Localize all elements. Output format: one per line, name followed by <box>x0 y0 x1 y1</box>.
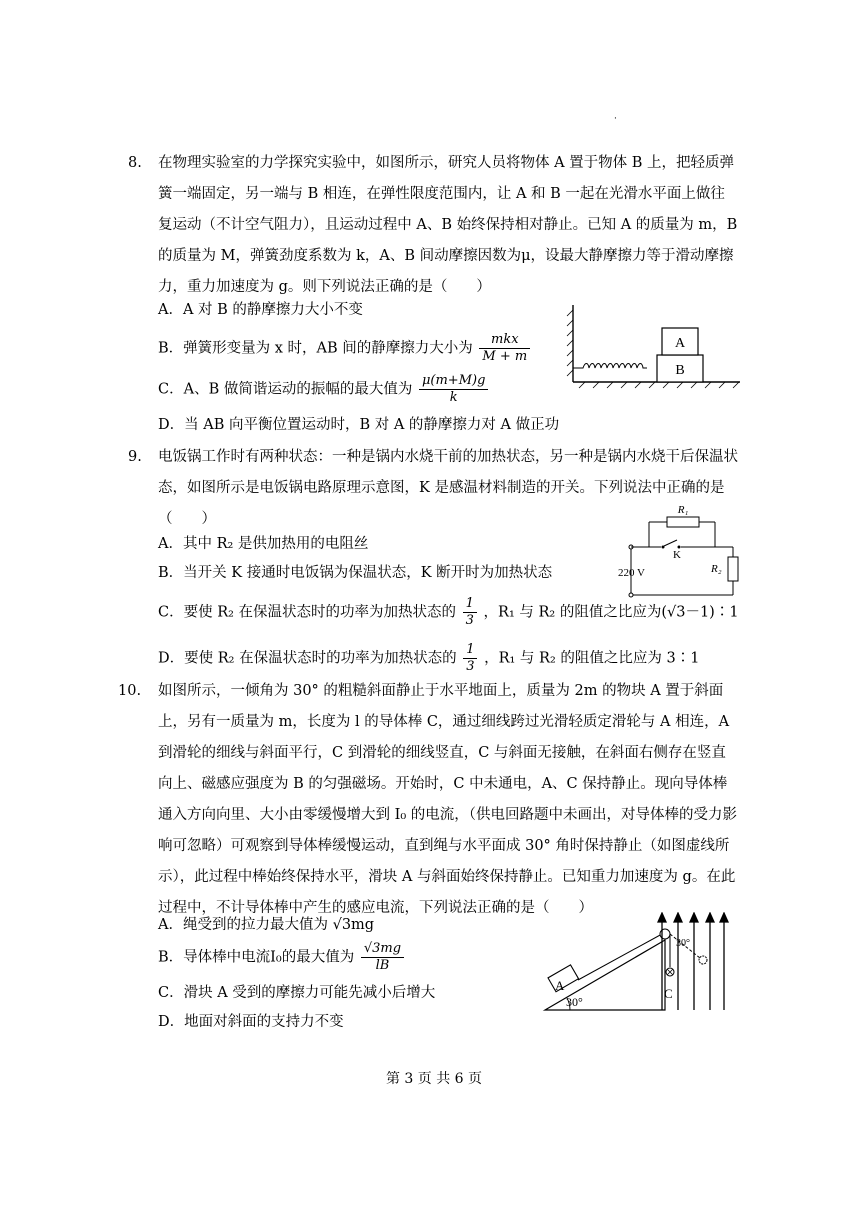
option-a: A．A 对 B 的静摩擦力大小不变 <box>158 302 363 318</box>
switch-k <box>664 540 677 546</box>
circuit-figure <box>615 500 740 600</box>
label-c: C <box>664 986 673 1001</box>
fraction: $\frac{1}{3}$ <box>463 596 477 629</box>
fraction: $\frac{√3mg}{lB}$ <box>361 941 404 974</box>
option-a: A．绳受到的拉力最大值为 √3mg <box>158 917 375 933</box>
question-10 <box>118 676 738 924</box>
option-d: D．要使 R₂ 在保温状态时的功率为加热状态的 $\frac{1}{3}$ ，R₁ 与 R₂ 的阻值之比应为 3∶1 <box>158 642 700 674</box>
incline-figure <box>540 912 730 1014</box>
option-a: A．其中 R₂ 是供加热用的电阻丝 <box>158 536 369 552</box>
option-d: D．地面对斜面的支持力不变 <box>158 1014 344 1030</box>
spring <box>573 364 647 369</box>
question-number: 9. <box>128 449 142 465</box>
spring-blocks-figure <box>565 300 745 392</box>
question-number: 10. <box>118 683 142 699</box>
scan-dot: · <box>614 114 617 124</box>
label-a: A <box>674 336 686 351</box>
option-c: C．滑块 A 受到的摩擦力可能先减小后增大 <box>158 985 436 1001</box>
label-angle-rope: 30° <box>676 938 690 949</box>
label-r1: R₁ <box>677 504 689 516</box>
label-b: B <box>675 363 685 378</box>
option-b: B．当开关 K 接通时电饭锅为保温状态，K 断开时为加热状态 <box>158 565 553 581</box>
question-8 <box>128 148 738 303</box>
label-angle-incline: 30° <box>566 995 583 1009</box>
option-b: B．导体棒中电流I₀的最大值为 $\frac{√3mg}{lB}$ <box>158 941 406 974</box>
rod-c-dashed <box>699 956 707 964</box>
question-stem: 如图所示，一倾角为 30° 的粗糙斜面静止于水平地面上，质量为 2m 的物块 A 置于斜面上，另有一质量为 m，长度为 l 的导体棒 C，通过细线跨过光滑轻质定滑轮与 A 相连，A 到滑轮的细线与斜面平行，C 到滑轮的细线竖直，C 与斜面无接触，在斜面右侧存在竖直向上、磁感应强度为 B 的匀强磁场。开始时，C 中未通电，A、C 保持静止。现向导体棒通入方向向里、大小由零缓慢增大到 I₀ 的电流，（供电回路题中未画出，对导体棒的受力影响可忽略）可观察到导体棒缓慢运动，直到绳与水平面成 30° 角时保持静止（如图虚线所示），此过程中棒始终保持水平，滑块 A 与斜面始终保持静止。已知重力加速度为 g。在此过程中，不计导体棒中产生的感应电流，下列说法正确的是（ ） <box>158 683 738 916</box>
resistor-r2 <box>728 557 738 581</box>
option-c: C．A、B 做简谐运动的振幅的最大值为 $\frac{\mu(m+M)g}{k}$ <box>158 373 490 406</box>
fraction: $\frac{\mu(m+M)g}{k}$ <box>419 373 488 406</box>
resistor-r1 <box>667 517 699 527</box>
label-r2: R₂ <box>711 563 722 575</box>
fraction: $\frac{1}{3}$ <box>463 642 477 675</box>
question-number: 8. <box>128 155 142 171</box>
page-footer: 第 3 页 共 6 页 <box>385 1071 483 1087</box>
option-c: C．要使 R₂ 在保温状态时的功率为加热状态的 $\frac{1}{3}$ ，R₁ 与 R₂ 的阻值之比应为(√3－1)∶1 <box>158 596 739 628</box>
label-k: K <box>673 549 681 561</box>
question-stem: 在物理实验室的力学探究实验中，如图所示，研究人员将物体 A 置于物体 B 上，把轻质弹簧一端固定，另一端与 B 相连，在弹性限度范围内，让 A 和 B 一起在光滑水平面上做往复运动（不计空气阻力），且运动过程中 A、B 始终保持相对静止。已知 A 的质量为 m，B 的质量为 M，弹簧劲度系数为 k，A、B 间动摩擦因数为μ，设最大静摩擦力等于滑动摩擦力，重力加速度为 g。则下列说法正确的是（ ） <box>158 155 738 295</box>
fraction: $\frac{\text{mkx}}{M + m}$ <box>479 332 530 365</box>
option-b: B．弹簧形变量为 x 时，AB 间的静摩擦力大小为 $\frac{\text{mkx}}{M + m}$ <box>158 332 532 365</box>
option-d: D．当 AB 向平衡位置运动时，B 对 A 的静摩擦力对 A 做正功 <box>158 417 560 433</box>
label-voltage: 220 V <box>618 567 645 579</box>
question-stem: 电饭锅工作时有两种状态：一种是锅内水烧干前的加热状态，另一种是锅内水烧干后保温状态，如图所示是电饭锅电路原理示意图，K 是感温材料制造的开关。下列说法中正确的是（ ） <box>158 449 738 527</box>
label-a: A <box>555 978 565 993</box>
